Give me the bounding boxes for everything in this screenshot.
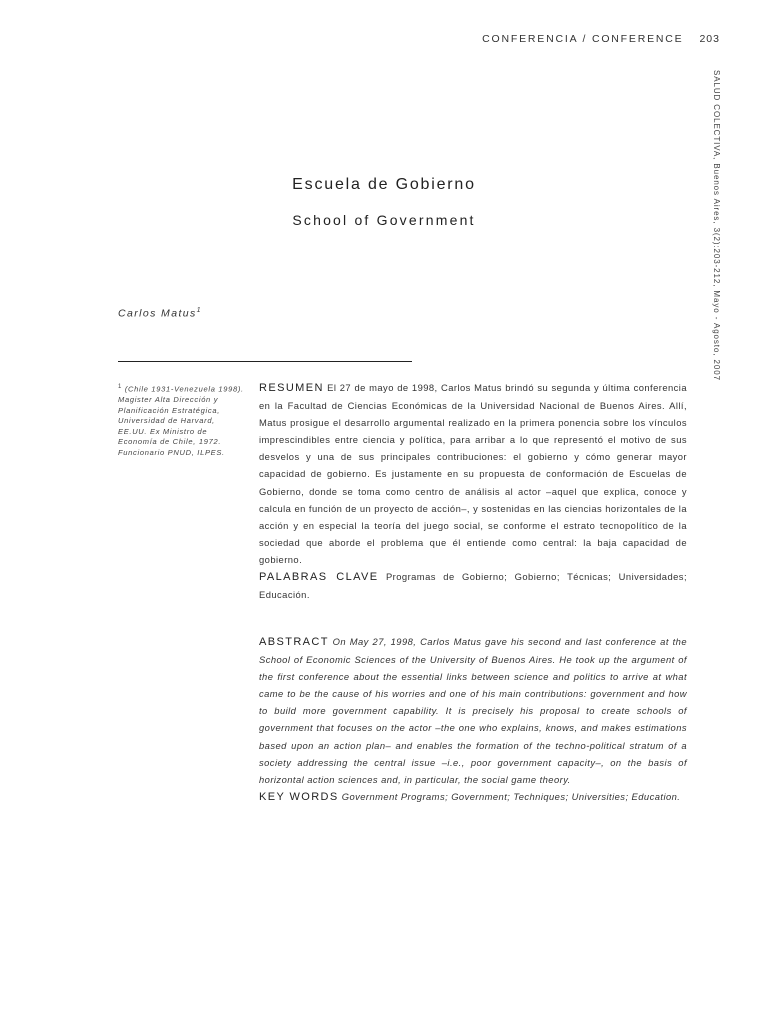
journal-citation: SALUD COLECTIVA, Buenos Aires, 3(2):203-212, Mayo - Agosto, 2007: [712, 70, 721, 381]
article-title-es: Escuela de Gobierno: [292, 176, 476, 193]
abstract-text: On May 27, 1998, Carlos Matus gave his second and last conference at the School of Economic Sciences of the University of Buenos Aires. He took up the argument of the first conference about the essential links between science and politics to arrive at what came to be the cause of his worries and one of his main contributions: government and how to build more government capability. It is precisely his proposal to create schools of government that focuses on the actor –the one who explains, knows, and makes estimations based upon an action plan– and enables the formation of the techno-political stratum of a society addressing the central issue –i.e., poor government capacity–, on the basis of horizontal action sciences and, in particular, the social game theory.: [259, 636, 687, 785]
author-name-text: Carlos Matus: [118, 307, 197, 320]
section-label: CONFERENCIA / CONFERENCE: [482, 33, 684, 45]
abstract-section: [259, 633, 687, 806]
resumen-section: [259, 379, 687, 603]
abstract-label: ABSTRACT: [259, 636, 329, 648]
article-title-en: School of Government: [292, 212, 476, 228]
footnote-text: (Chile 1931-Venezuela 1998). Magister Alta Dirección y Planificación Estratégica, Universidad de Harvard, EE.UU. Ex Ministro de Economía de Chile, 1972. Funcionario PNUD, ILPES.: [118, 384, 244, 458]
key-words-text: Government Programs; Government; Techniques; Universities; Education.: [341, 790, 681, 802]
palabras-clave-label: PALABRAS CLAVE: [259, 571, 379, 584]
resumen-text: El 27 de mayo de 1998, Carlos Matus brindó su segunda y última conferencia en la Facultad de Ciencias Económicas de la Universidad Nacional de Buenos Aires. Allí, Matus prosigue el desarrollo argumental realizado en la primera ponencia sobre los vínculos imprescindibles entre ciencia y política, para arribar a lo que representó el motivo de sus desvelos y una de sus principales contribuciones: el gobierno y cómo generar mayor capacidad de gobierno. Es justamente en su propuesta de conformación de Escuelas de Gobierno, donde se toma como centro de análisis al actor –aquel que explica, conoce y calcula en función de un proyecto de acción–, y sostenidas en las ciencias horizontales de la acción y en especial la teoría del juego social, se conforme el estrato tecnopolítico de la sociedad que aborde el problema que él entiende como central: la baja capacidad de gobierno.: [259, 382, 687, 565]
author-name: [118, 307, 202, 320]
abstract-keywords: [259, 788, 687, 806]
author-footnote-marker: 1: [196, 307, 202, 314]
author-footnote: [118, 382, 246, 459]
divider: [118, 361, 412, 362]
running-header: [482, 33, 720, 45]
resumen-label: RESUMEN: [259, 382, 324, 394]
footnote-marker: 1: [118, 384, 123, 390]
key-words-label: KEY WORDS: [259, 790, 339, 803]
palabras-clave-text: Programas de Gobierno; Gobierno; Técnicas; Universidades; Educación.: [259, 571, 687, 601]
resumen-keywords: [259, 568, 687, 603]
page-number: 203: [699, 33, 720, 45]
